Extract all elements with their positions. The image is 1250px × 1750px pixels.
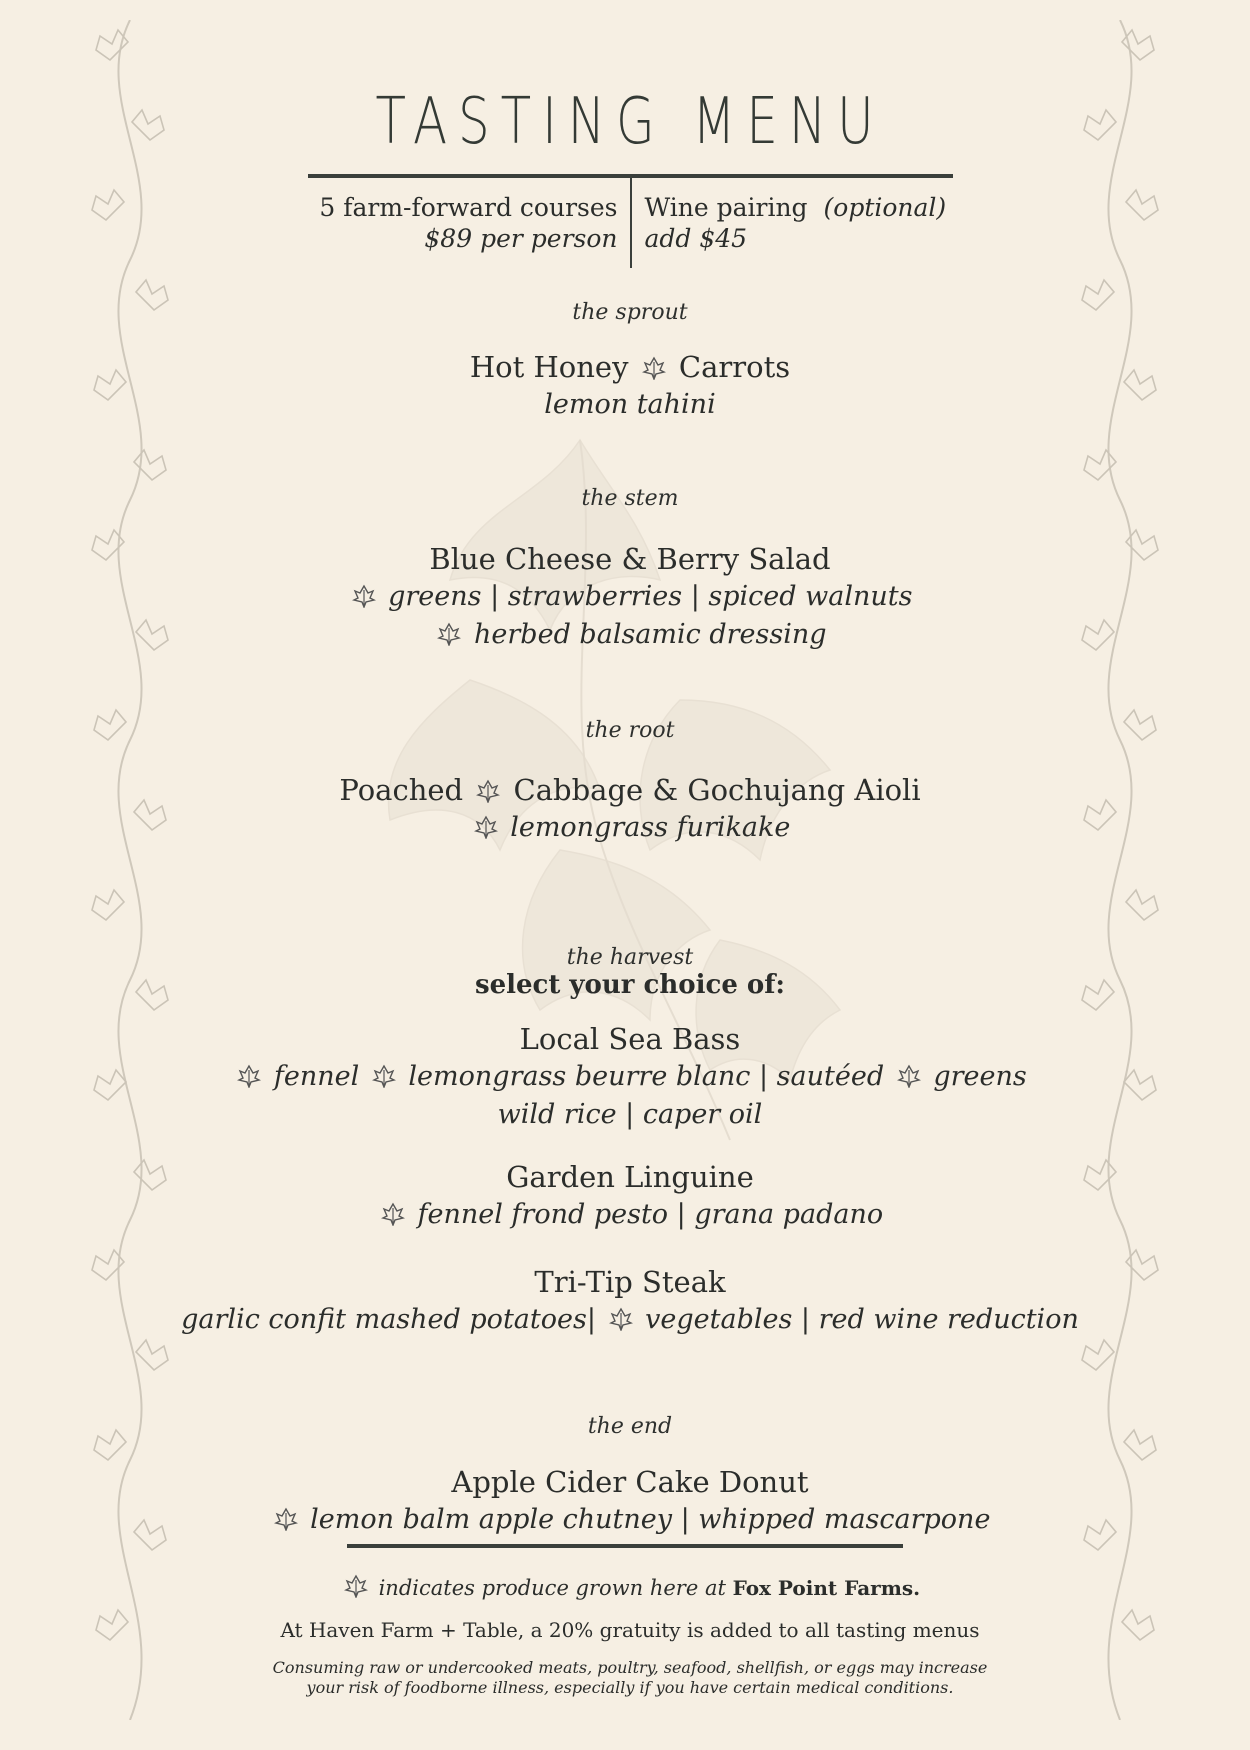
wine-info bbox=[645, 192, 947, 254]
leaf-icon bbox=[437, 622, 461, 646]
choice-heading: select your choice of: bbox=[474, 970, 786, 1000]
wine-optional-text: (optional) bbox=[823, 193, 947, 222]
leaf-icon bbox=[381, 1202, 405, 1226]
pricing-divider bbox=[630, 178, 632, 268]
gratuity-notice: At Haven Farm + Table, a 20% gratuity is added to all tasting menus bbox=[280, 1618, 980, 1642]
produce-legend bbox=[200, 1574, 1060, 1600]
leaf-icon bbox=[274, 1507, 298, 1531]
warning-line: Consuming raw or undercooked meats, poultry, seafood, shellfish, or eggs may increase bbox=[272, 1658, 988, 1677]
dish-description: wild rice | caper oil bbox=[497, 1099, 763, 1130]
dish-name-part: Cabbage & Gochujang Aioli bbox=[513, 773, 921, 807]
dish-blue-cheese-salad: Blue Cheese & Berry Salad bbox=[429, 542, 831, 576]
section-label-end: the end bbox=[587, 1414, 673, 1439]
leaf-icon bbox=[476, 779, 500, 803]
dish-hot-honey-carrots bbox=[200, 348, 1060, 386]
farm-name: Fox Point Farms. bbox=[732, 1576, 921, 1600]
dish-description bbox=[200, 1058, 1060, 1096]
description-text: lemongrass furikake bbox=[510, 812, 791, 843]
pricing-block bbox=[308, 178, 953, 268]
dish-description bbox=[200, 809, 1060, 847]
dish-description bbox=[200, 616, 1060, 654]
leaf-icon bbox=[474, 815, 498, 839]
leaf-icon bbox=[897, 1064, 921, 1088]
section-label-root: the root bbox=[585, 718, 675, 743]
description-text: greens bbox=[933, 1061, 1027, 1092]
dish-poached-cabbage bbox=[200, 771, 1060, 809]
dish-garden-linguine: Garden Linguine bbox=[506, 1160, 754, 1194]
courses-text: 5 farm-forward courses bbox=[319, 193, 618, 222]
section-label-sprout: the sprout bbox=[572, 300, 688, 325]
menu-title: TASTING MENU bbox=[375, 85, 885, 159]
wine-price-text: add $45 bbox=[644, 224, 748, 253]
price-text: $89 per person bbox=[424, 224, 618, 253]
leaf-icon bbox=[344, 1574, 368, 1598]
bottom-rule bbox=[347, 1544, 903, 1548]
description-text: fennel bbox=[273, 1061, 360, 1092]
dish-name-part: Carrots bbox=[678, 350, 791, 384]
legend-text: indicates produce grown here at bbox=[378, 1576, 726, 1600]
leaf-icon bbox=[609, 1307, 633, 1331]
dish-name-part: Poached bbox=[339, 773, 464, 807]
dish-tri-tip-steak: Tri-Tip Steak bbox=[534, 1265, 726, 1299]
dish-description bbox=[200, 578, 1060, 616]
dish-description: lemon tahini bbox=[544, 389, 716, 420]
menu-content bbox=[181, 0, 1079, 1697]
leaf-icon bbox=[237, 1064, 261, 1088]
dish-description bbox=[170, 1301, 1090, 1339]
ivy-vine-icon bbox=[1060, 20, 1180, 1720]
warning-line: your risk of foodborne illness, especially if you have certain medical conditions. bbox=[306, 1678, 954, 1697]
ivy-vine-left bbox=[70, 20, 190, 1720]
dish-apple-cider-donut: Apple Cider Cake Donut bbox=[451, 1465, 809, 1499]
leaf-icon bbox=[642, 356, 666, 380]
description-text: fennel frond pesto | grana padano bbox=[417, 1199, 884, 1230]
description-text: vegetables | red wine reduction bbox=[645, 1304, 1079, 1335]
description-text: garlic confit mashed potatoes| bbox=[181, 1304, 596, 1335]
wine-pairing-text: Wine pairing bbox=[644, 193, 808, 222]
description-text: lemongrass beurre blanc | sautéed bbox=[408, 1061, 885, 1092]
section-label-harvest: the harvest bbox=[566, 945, 694, 970]
leaf-icon bbox=[372, 1064, 396, 1088]
dish-description bbox=[200, 1501, 1060, 1539]
ivy-vine-icon bbox=[70, 20, 190, 1720]
dish-description bbox=[200, 1196, 1060, 1234]
dish-sea-bass: Local Sea Bass bbox=[519, 1022, 741, 1056]
price-info bbox=[319, 192, 617, 254]
food-safety-warning bbox=[200, 1658, 1060, 1698]
ivy-vine-right bbox=[1060, 20, 1180, 1720]
description-text: lemon balm apple chutney | whipped mascarpone bbox=[310, 1504, 991, 1535]
description-text: greens | strawberries | spiced walnuts bbox=[388, 581, 913, 612]
leaf-icon bbox=[352, 584, 376, 608]
section-label-stem: the stem bbox=[581, 486, 679, 511]
dish-name-part: Hot Honey bbox=[469, 350, 629, 384]
description-text: herbed balsamic dressing bbox=[474, 619, 827, 650]
